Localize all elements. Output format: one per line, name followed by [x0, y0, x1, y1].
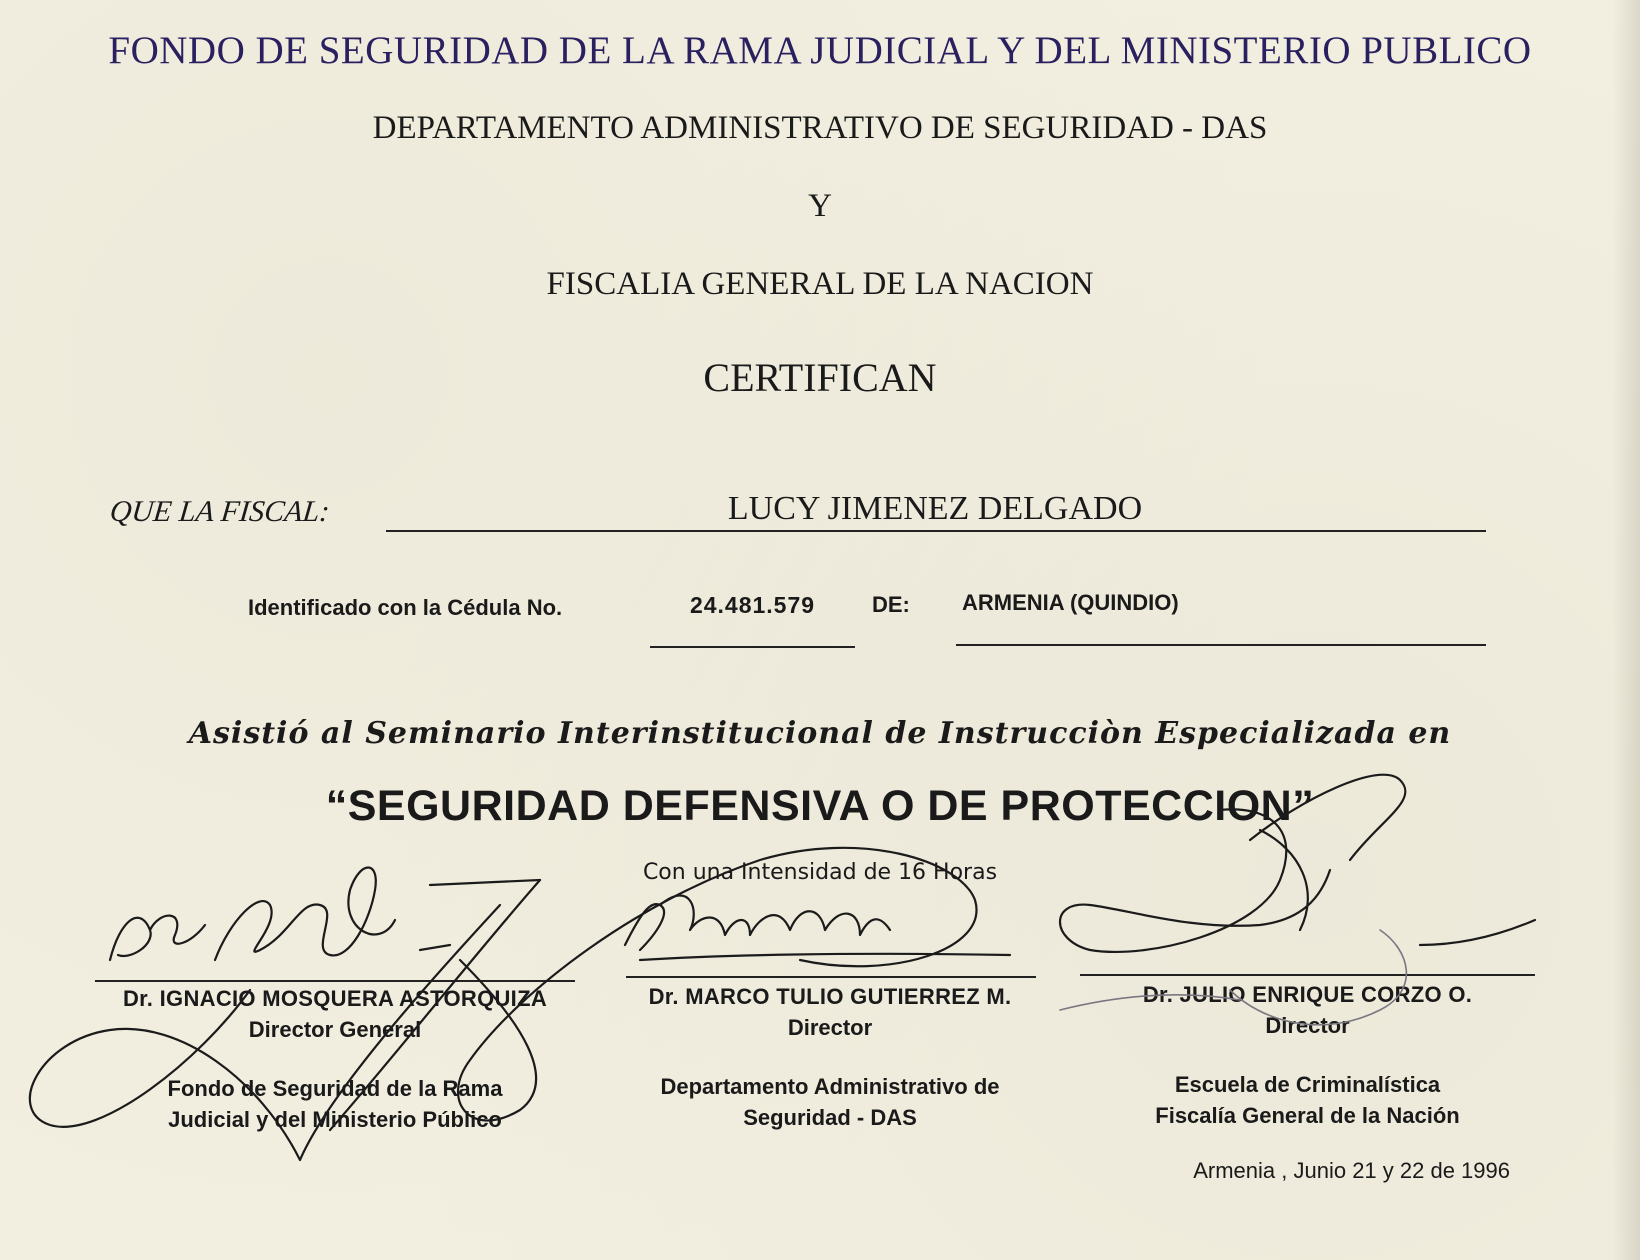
cedula-label: Identificado con la Cédula No. — [248, 595, 563, 620]
certifican-heading: CERTIFICAN — [703, 355, 937, 400]
signatory-org-line1: Departamento Administrativo de — [660, 1074, 1000, 1099]
issuer-das: DEPARTAMENTO ADMINISTRATIVO DE SEGURIDAD - DAS — [372, 110, 1268, 146]
signatory-title: Director — [1265, 1013, 1350, 1038]
seminar-title: “SEGURIDAD DEFENSIVA O DE PROTECCION” — [325, 782, 1315, 830]
signatory-name: Dr. IGNACIO MOSQUERA ASTORQUIZA — [122, 986, 548, 1011]
cedula-city: ARMENIA (QUINDIO) — [962, 590, 1179, 615]
signature-line-1 — [95, 980, 575, 982]
seminar-intro: Asistió al Seminario Interinstitucional de Instrucciòn Especializada en — [188, 716, 1452, 751]
signature-line-2 — [626, 976, 1036, 978]
signatory-title: Director General — [248, 1017, 422, 1042]
signatory-2 — [610, 981, 1050, 1133]
signatory-title: Director — [787, 1015, 873, 1040]
conjunction-y: Y — [808, 188, 832, 224]
city-underline — [956, 644, 1486, 646]
signature-line-3 — [1080, 974, 1535, 976]
seminar-intensity: Con una Intensidad de 16 Horas — [642, 860, 998, 885]
signatory-name: Dr. MARCO TULIO GUTIERREZ M. — [648, 984, 1012, 1009]
cedula-underline — [650, 646, 855, 648]
recipient-label: QUE LA FISCAL: — [108, 495, 332, 528]
signatory-org-line2: Judicial y del Ministerio Público — [168, 1107, 502, 1132]
signatory-org-line2: Seguridad - DAS — [743, 1105, 917, 1130]
signatory-org-line2: Fiscalía General de la Nación — [1155, 1103, 1460, 1128]
signatory-name: Dr. JULIO ENRIQUE CORZO O. — [1142, 982, 1473, 1007]
de-label: DE: — [872, 592, 910, 617]
issuer-fiscalia: FISCALIA GENERAL DE LA NACION — [546, 266, 1094, 302]
signatory-org-line1: Escuela de Criminalística — [1174, 1072, 1441, 1097]
signatory-1 — [90, 983, 580, 1135]
cedula-number: 24.481.579 — [689, 592, 816, 618]
name-underline — [386, 530, 1486, 532]
signature-2-stroke — [625, 895, 1010, 960]
signatory-org-line1: Fondo de Seguridad de la Rama — [167, 1076, 503, 1101]
recipient-name: LUCY JIMENEZ DELGADO — [727, 490, 1143, 527]
signatory-3 — [1085, 979, 1530, 1131]
issue-date: Armenia , Junio 21 y 22 de 1996 — [1193, 1158, 1510, 1183]
issuer-fondo: FONDO DE SEGURIDAD DE LA RAMA JUDICIAL Y DEL MINISTERIO PUBLICO — [108, 29, 1532, 72]
